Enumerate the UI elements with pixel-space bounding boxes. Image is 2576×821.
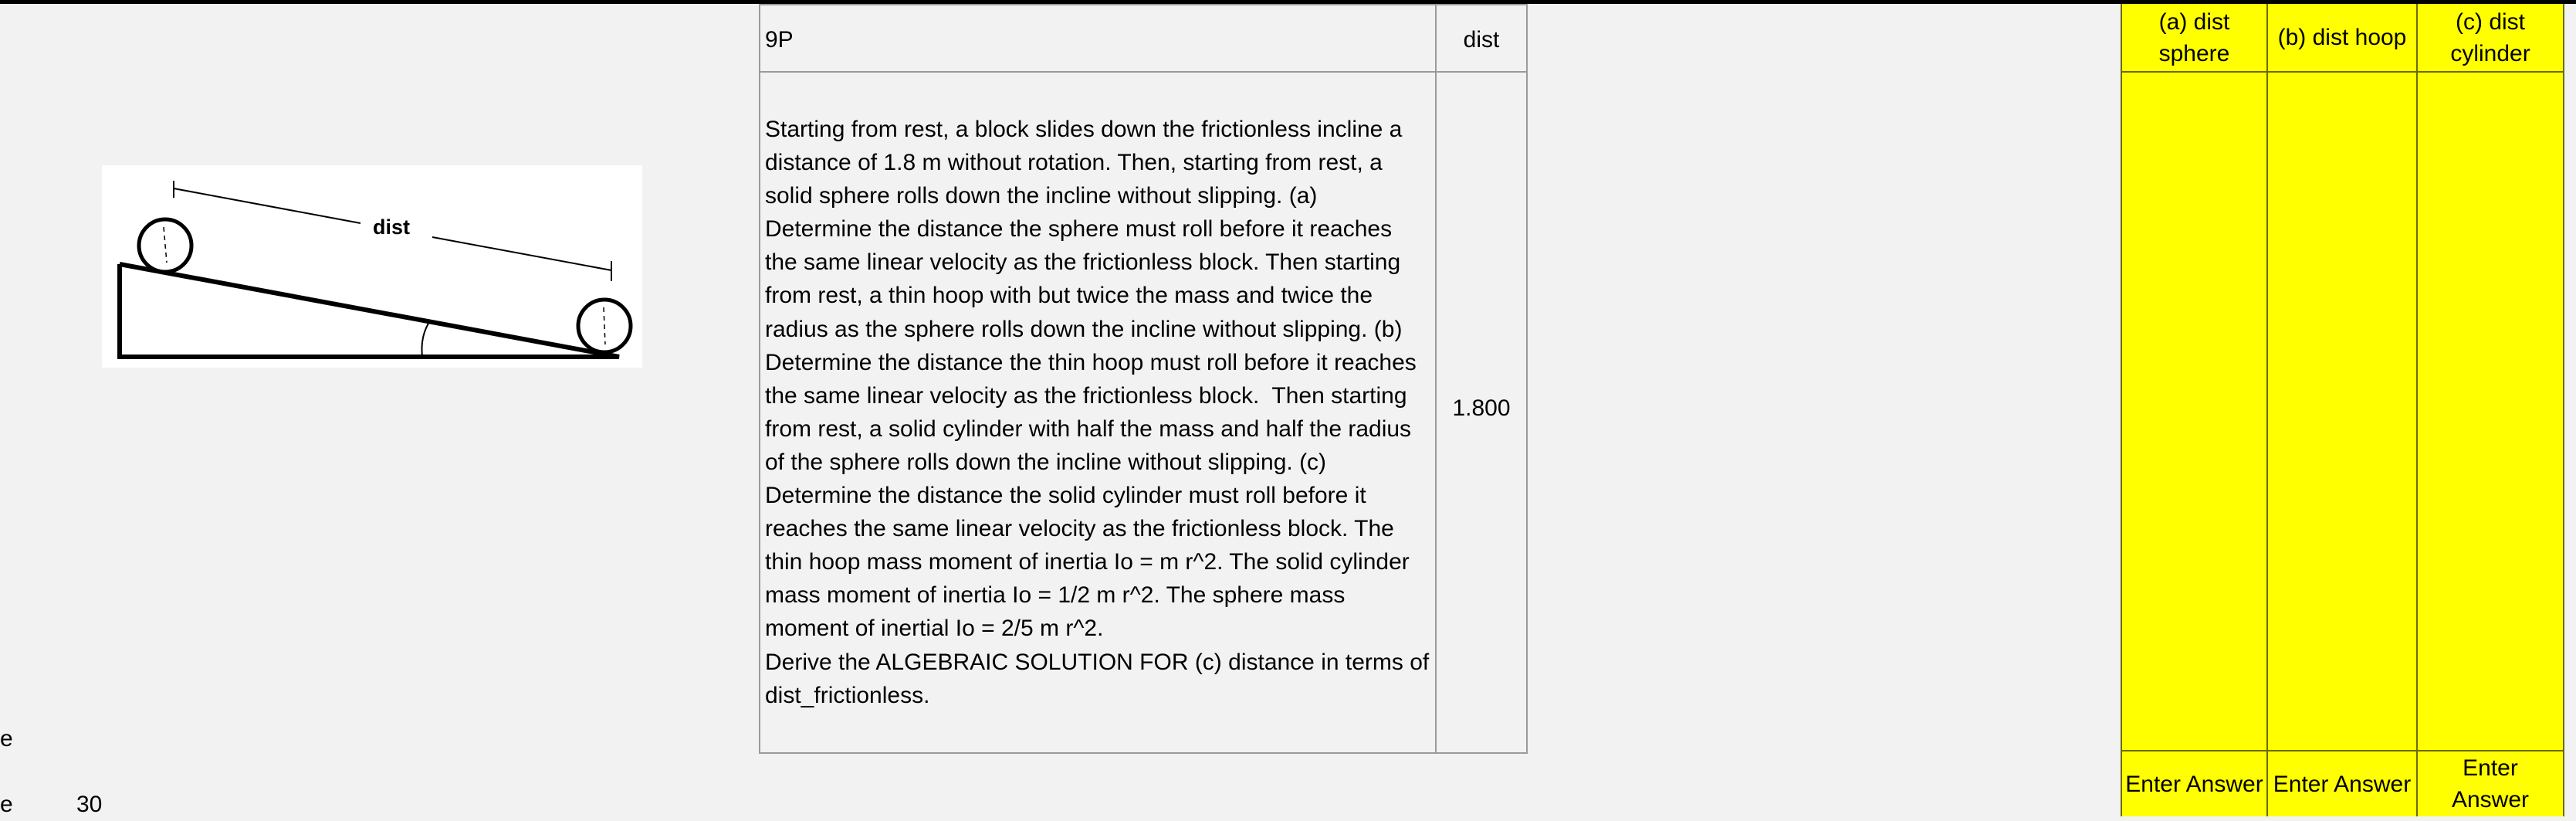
incline-diagram-svg: [102, 165, 642, 368]
problem-statement-cell[interactable]: [759, 71, 1437, 754]
answer-header-b: (b) dist hoop: [2277, 25, 2407, 50]
dist-label: dist: [373, 215, 411, 239]
dist-value-cell[interactable]: [1435, 71, 1528, 754]
problem-id-cell[interactable]: [759, 4, 1437, 73]
answer-input-a[interactable]: Enter Answer: [2125, 771, 2263, 797]
answer-input-b[interactable]: Enter Answer: [2273, 771, 2412, 797]
dist-value: 1.800: [1452, 395, 1511, 421]
dist-header: dist: [1463, 27, 1500, 53]
left-cell-label-2[interactable]: e: [0, 792, 13, 817]
incline-diagram: [102, 165, 642, 368]
answer-header-a: (a) dist sphere: [2158, 8, 2230, 66]
problem-statement: Starting from rest, a block slides down the frictionless incline a distance of 1.8 m without rotation. Then, starting from rest, a solid sphere rolls down the incline without slipping. (a) Determine the distance the sphere must roll before it reaches the same linear velocity as the frictionless block. Then starting from rest, a thin hoop with but twice the mass and twice the radius as the sphere rolls down the incline without slipping. (b) Determine the distance the thin hoop must roll before it reaches the same linear velocity as the frictionless block. Then starting from rest, a solid cylinder with half the mass and half the radius of the sphere rolls down the incline without slipping. (c) Determine the distance the solid cylinder must roll before it reaches the same linear velocity as the frictionless block. The thin hoop mass moment of inertia Io = m r^2. The solid cylinder mass moment of inertia Io = 1/2 m r^2. The sphere mass moment of inertial Io = 2/5 m r^2. Derive the ALGEBRAIC SOLUTION FOR (c) distance in terms of dist_frictionless.: [765, 117, 1430, 708]
left-cell-label-1[interactable]: e: [0, 726, 13, 751]
answer-header-c: (c) dist cylinder: [2450, 8, 2530, 66]
left-cell-value[interactable]: 30: [76, 792, 103, 817]
answer-input-c[interactable]: Enter Answer: [2451, 755, 2530, 813]
dist-header-cell[interactable]: [1435, 4, 1528, 73]
problem-id: 9P: [765, 27, 794, 53]
answer-grid: [2121, 4, 2564, 816]
